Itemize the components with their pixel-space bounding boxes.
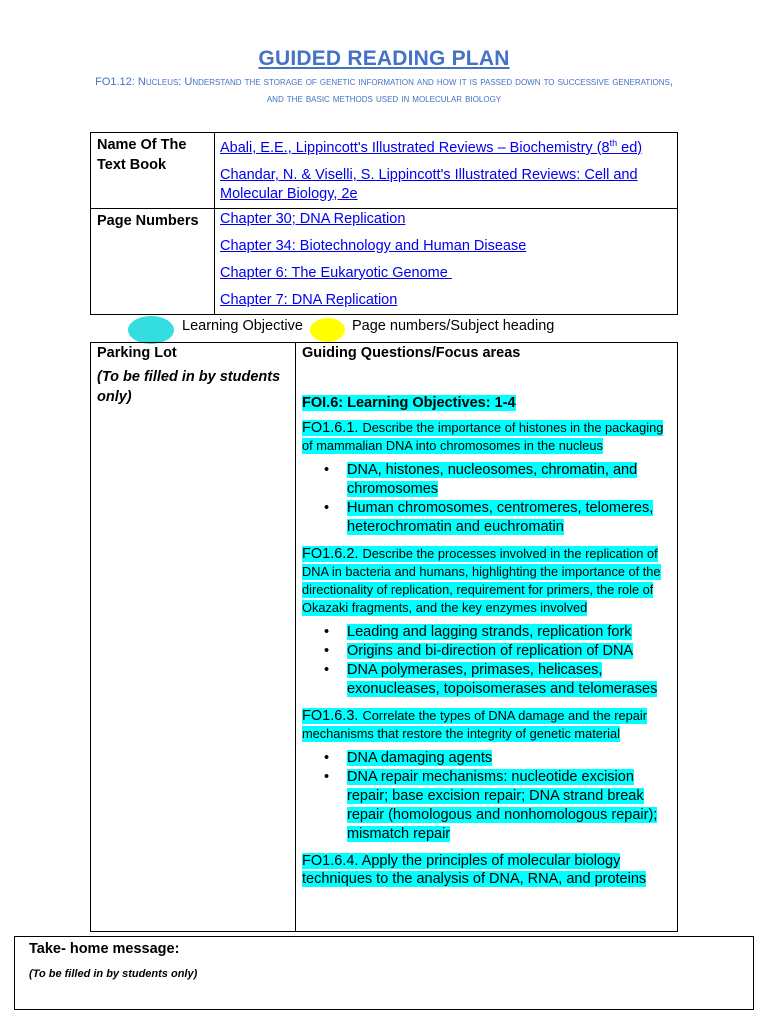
parking-lot-column[interactable]	[91, 343, 296, 932]
textbook-link[interactable]: Abali, E.E., Lippincott's Illustrated Reviews – Biochemistry (8th ed)	[220, 138, 643, 156]
textbook-row	[91, 133, 678, 209]
learning-objective-legend-label: Learning Objective	[182, 318, 303, 334]
objectives-heading: FOI.6: Learning Objectives: 1-4	[302, 395, 516, 411]
take-home-heading: Take- home message:	[29, 941, 180, 957]
pages-row	[91, 208, 678, 314]
objective-block	[302, 419, 672, 537]
color-legend	[0, 316, 768, 344]
pages-label: Page Numbers	[91, 208, 215, 314]
chapter-link[interactable]: Chapter 30; DNA Replication	[220, 210, 406, 227]
list-item: • DNA damaging agents	[324, 750, 493, 766]
objective-block	[302, 707, 672, 844]
reading-info-table	[90, 132, 678, 315]
take-home-note: (To be filled in by students only)	[29, 968, 198, 980]
chapter-link[interactable]: Chapter 7: DNA Replication	[220, 291, 398, 308]
learning-objective-swatch	[128, 316, 174, 344]
textbook-links	[215, 133, 678, 209]
subtitle-text: Nucleus: Understand the storage of genetic information and how it is passed down to successive generations, and the basic methods used in molecular biology	[137, 76, 673, 105]
textbook-link[interactable]: Chandar, N. & Viselli, S. Lippincott's Illustrated Reviews: Cell and Molecular Biology, 2e	[220, 166, 638, 202]
list-item: • DNA, histones, nucleosomes, chromatin, and chromosomes	[324, 462, 638, 497]
objective-block	[302, 545, 672, 699]
parking-lot-header: Parking Lot	[97, 345, 177, 361]
subtitle-code: FO1.12:	[95, 76, 135, 88]
textbook-label: Name Of The Text Book	[91, 133, 215, 209]
objective-text: FO1.6.2. Describe the processes involved in the replication of DNA in bacteria and humans, highlighting the importance of the directionality of replication, requirement for primers, the role of Okazaki fragments, and the key enzymes involved	[302, 546, 661, 615]
objective-bullets	[302, 749, 672, 844]
list-item: • Human chromosomes, centromeres, telomeres, heterochromatin and euchromatin	[324, 500, 654, 535]
guiding-questions-column	[296, 343, 678, 932]
page-subtitle	[90, 74, 678, 108]
page-title: GUIDED READING PLAN	[258, 47, 510, 70]
objective-text: FO1.6.3. Correlate the types of DNA damage and the repair mechanisms that restore the integrity of genetic material	[302, 708, 647, 741]
objective-text: FO1.6.4. Apply the principles of molecular biology techniques to the analysis of DNA, RNA, and proteins	[302, 853, 647, 887]
objective-block	[302, 852, 672, 888]
objective-bullets	[302, 623, 672, 699]
list-item: • Origins and bi-direction of replication of DNA	[324, 643, 634, 659]
pages-links	[215, 208, 678, 314]
guiding-questions-header: Guiding Questions/Focus areas	[302, 345, 521, 361]
take-home-box[interactable]	[14, 936, 754, 1010]
page-numbers-swatch	[310, 318, 345, 342]
chapter-link[interactable]: Chapter 34: Biotechnology and Human Disease	[220, 237, 527, 254]
list-item: • Leading and lagging strands, replication fork	[324, 624, 632, 640]
guided-reading-table	[90, 342, 678, 932]
chapter-link[interactable]: Chapter 6: The Eukaryotic Genome	[220, 264, 452, 281]
objective-text: FO1.6.1. Describe the importance of histones in the packaging of mammalian DNA into chromosomes in the nucleus	[302, 420, 664, 453]
objective-bullets	[302, 461, 672, 537]
page-numbers-legend-label: Page numbers/Subject heading	[352, 318, 555, 334]
parking-lot-note: (To be filled in by students only)	[97, 369, 281, 405]
list-item: • DNA repair mechanisms: nucleotide excision repair; base excision repair; DNA strand break repair (homologous and nonhomologous repair); mismatch repair	[324, 769, 658, 842]
list-item: • DNA polymerases, primases, helicases, exonucleases, topoisomerases and telomerases	[324, 662, 658, 697]
